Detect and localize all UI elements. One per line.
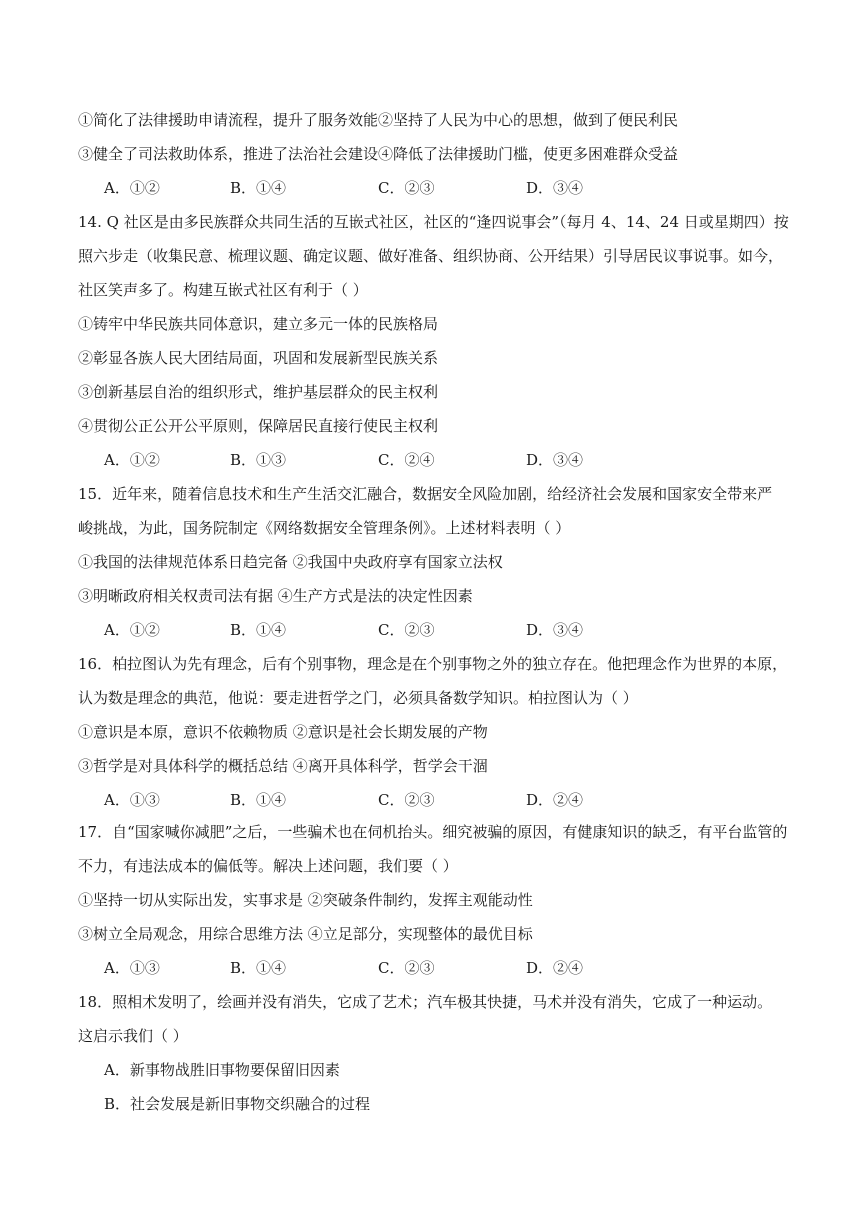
q14-option-a[interactable]: A．①② bbox=[104, 451, 160, 469]
q17-option-b[interactable]: B．①④ bbox=[230, 959, 287, 977]
q16-statement-1: ①意识是本原，意识不依赖物质 ②意识是社会长期发展的产物 bbox=[78, 723, 488, 741]
q13-statement-line-1: ①简化了法律援助申请流程，提升了服务效能②坚持了人民为中心的思想，做到了便民利民 bbox=[78, 111, 679, 129]
q16-statement-2: ③哲学是对具体科学的概括总结 ④离开具体科学，哲学会干涸 bbox=[78, 757, 488, 775]
q18-stem-line-1: 18．照相术发明了，绘画并没有消失，它成了艺术；汽车极其快捷，马术并没有消失，它成了一种运动。 bbox=[78, 993, 773, 1011]
q15-stem-line-1: 15．近年来，随着信息技术和生产生活交汇融合，数据安全风险加剧，给经济社会发展和国家安全带来严 bbox=[78, 485, 773, 503]
q17-stem-line-2: 不力，有违法成本的偏低等。解决上述问题，我们要（ ） bbox=[78, 857, 458, 875]
q13-statement-line-2: ③健全了司法救助体系，推进了法治社会建设④降低了法律援助门槛，使更多困难群众受益 bbox=[78, 145, 679, 163]
q15-statement-2: ③明晰政府相关权责司法有据 ④生产方式是法的决定性因素 bbox=[78, 587, 473, 605]
q15-option-d[interactable]: D．③④ bbox=[526, 621, 584, 639]
q13-option-a[interactable]: A．①② bbox=[104, 179, 160, 197]
q18-stem-line-2: 这启示我们（ ） bbox=[78, 1027, 188, 1045]
q14-statement-3: ③创新基层自治的组织形式，维护基层群众的民主权利 bbox=[78, 383, 439, 401]
q17-option-c[interactable]: C．②③ bbox=[378, 959, 435, 977]
q15-statement-1: ①我国的法律规范体系日趋完备 ②我国中央政府享有国家立法权 bbox=[78, 553, 503, 571]
q14-statement-1: ①铸牢中华民族共同体意识，建立多元一体的民族格局 bbox=[78, 315, 439, 333]
q14-option-b[interactable]: B．①③ bbox=[230, 451, 287, 469]
q18-option-a[interactable]: A．新事物战胜旧事物要保留旧因素 bbox=[104, 1061, 340, 1079]
q13-option-b[interactable]: B．①④ bbox=[230, 179, 287, 197]
q14-option-c[interactable]: C．②④ bbox=[378, 451, 435, 469]
q14-option-d[interactable]: D．③④ bbox=[526, 451, 584, 469]
q17-option-a[interactable]: A．①③ bbox=[104, 959, 160, 977]
q17-statement-2: ③树立全局观念，用综合思维方法 ④立足部分，实现整体的最优目标 bbox=[78, 925, 533, 943]
q16-stem-line-1: 16．柏拉图认为先有理念，后有个别事物，理念是在个别事物之外的独立存在。他把理念作为世界的本原， bbox=[78, 655, 788, 673]
q15-option-a[interactable]: A．①② bbox=[104, 621, 160, 639]
q14-stem-line-3: 社区笑声多了。构建互嵌式社区有利于（ ） bbox=[78, 281, 368, 299]
q14-statement-2: ②彰显各族人民大团结局面，巩固和发展新型民族关系 bbox=[78, 349, 439, 367]
q15-option-c[interactable]: C．②③ bbox=[378, 621, 435, 639]
q15-option-b[interactable]: B．①④ bbox=[230, 621, 287, 639]
q18-option-b[interactable]: B．社会发展是新旧事物交织融合的过程 bbox=[104, 1095, 371, 1113]
q14-stem-line-2: 照六步走（收集民意、梳理议题、确定议题、做好准备、组织协商、公开结果）引导居民议事说事。如今， bbox=[78, 247, 784, 265]
q16-option-b[interactable]: B．①④ bbox=[230, 791, 287, 809]
q16-option-d[interactable]: D．②④ bbox=[526, 791, 584, 809]
q17-statement-1: ①坚持一切从实际出发，实事求是 ②突破条件制约，发挥主观能动性 bbox=[78, 891, 533, 909]
q13-option-d[interactable]: D．③④ bbox=[526, 179, 584, 197]
q13-option-c[interactable]: C．②③ bbox=[378, 179, 435, 197]
q17-option-d[interactable]: D．②④ bbox=[526, 959, 584, 977]
q15-stem-line-2: 峻挑战，为此，国务院制定《网络数据安全管理条例》。上述材料表明（ ） bbox=[78, 519, 571, 537]
q16-stem-line-2: 认为数是理念的典范，他说：要走进哲学之门，必须具备数学知识。柏拉图认为（ ） bbox=[78, 689, 638, 707]
q16-option-a[interactable]: A．①③ bbox=[104, 791, 160, 809]
q14-statement-4: ④贯彻公正公开公平原则，保障居民直接行使民主权利 bbox=[78, 417, 439, 435]
q16-option-c[interactable]: C．②③ bbox=[378, 791, 435, 809]
q17-stem-line-1: 17．自“国家喊你减肥”之后，一些骗术也在伺机抬头。细究被骗的原因，有健康知识的缺乏，有平台监管的 bbox=[78, 823, 788, 841]
q14-stem-line-1: 14. Q 社区是由多民族群众共同生活的互嵌式社区，社区的“逢四说事会”（每月 4、14、24 日或星期四）按 bbox=[78, 213, 789, 231]
